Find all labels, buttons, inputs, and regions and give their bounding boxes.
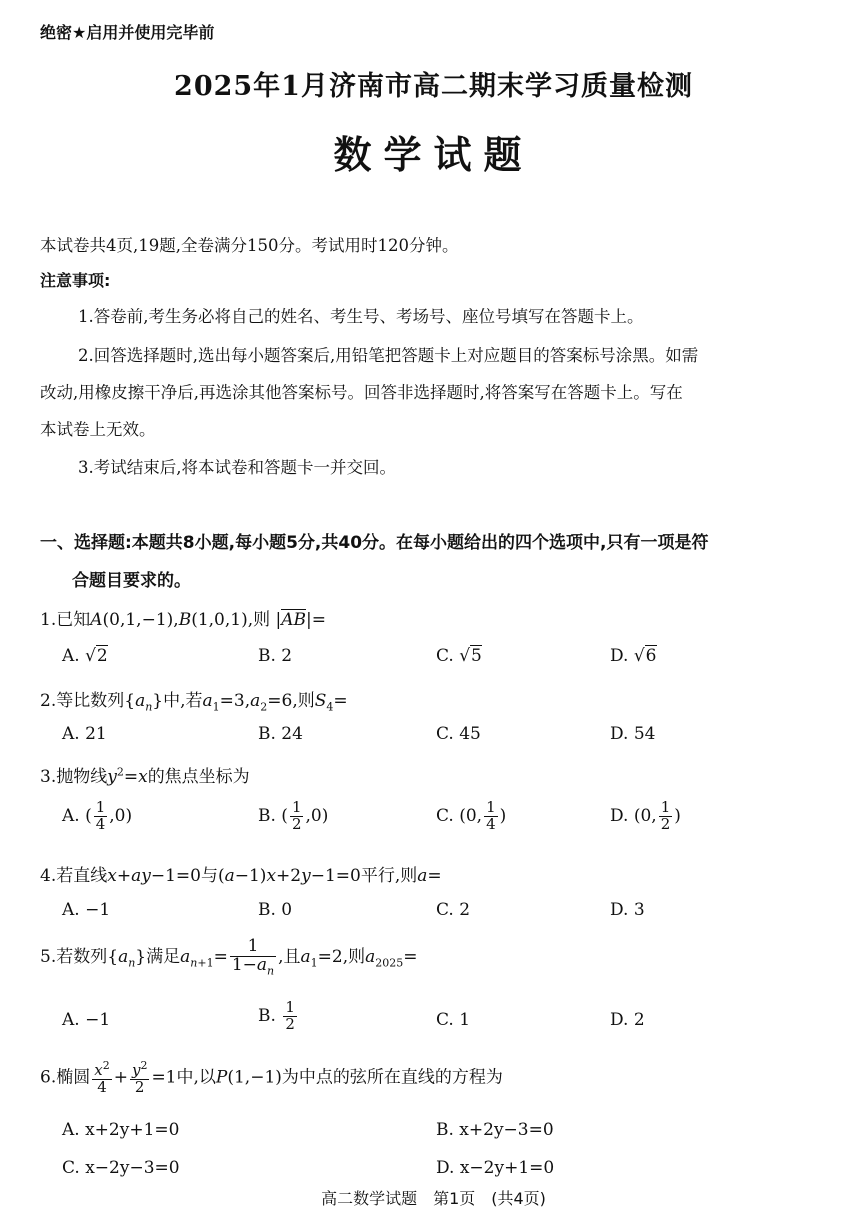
q3-option-c: C. (0, $\frac{1}{4}$ ) xyxy=(436,798,507,833)
page-footer: 高二数学试题 第1页 (共4页) xyxy=(321,1189,546,1208)
note-item-2-line-2: 改动,用橡皮擦干净后,再选涂其他答案标号。回答非选择题时,将答案写在答题卡上。写在 xyxy=(40,383,683,402)
notes-label: 注意事项: xyxy=(40,271,111,290)
question-3: 3.抛物线$y^2=x$的焦点坐标为 xyxy=(40,765,250,787)
q4-option-b: B. 0 xyxy=(258,900,293,920)
q2-option-c: C. 45 xyxy=(436,724,481,744)
question-5: 5.若数列$\{a_n\}$满足$a_{n+1}=$ $\frac{1}{1-a_n}$ ,且$a_1=2$,则$a_{2025}=$ xyxy=(40,936,418,978)
subject-title: 数学试题 xyxy=(333,132,534,177)
q6-option-d: D. x−2y+1=0 xyxy=(436,1158,555,1178)
q3-option-a: A. ( $\frac{1}{4}$ ,0) xyxy=(62,798,133,833)
q5-option-c: C. 1 xyxy=(436,1010,471,1030)
q6-option-a: A. x+2y+1=0 xyxy=(62,1120,180,1140)
q5-option-a: A. −1 xyxy=(62,1010,111,1030)
exam-title: 2025年1月济南市高二期末学习质量检测 xyxy=(174,71,693,102)
q4-option-d: D. 3 xyxy=(610,900,645,920)
q2-option-a: A. 21 xyxy=(62,724,107,744)
question-2: 2.等比数列$\{a_n\}$中,若$a_1=3,a_2=6$,则$S_4=$ xyxy=(40,691,348,714)
q1-option-b: B. 2 xyxy=(258,646,293,666)
q6-option-b: B. x+2y−3=0 xyxy=(436,1120,554,1140)
q4-option-a: A. −1 xyxy=(62,900,111,920)
question-6: 6.椭圆 $\frac{x^2}{4}$ + $\frac{y^2}{2}$ =1中,以P(1,−1)为中点的弦所在直线的方程为 xyxy=(40,1059,503,1096)
q2-option-b: B. 24 xyxy=(258,724,303,744)
q6-option-c: C. x−2y−3=0 xyxy=(62,1158,180,1178)
q1-option-d: D. √6 xyxy=(610,646,657,666)
confidential-label: 绝密★启用并使用完毕前 xyxy=(40,23,215,42)
q5-option-d: D. 2 xyxy=(610,1010,645,1030)
section-1-heading-line-2: 合题目要求的。 xyxy=(72,571,191,591)
note-item-2-line-3: 本试卷上无效。 xyxy=(40,420,156,439)
q4-option-c: C. 2 xyxy=(436,900,471,920)
note-item-1: 1.答卷前,考生务必将自己的姓名、考生号、考场号、座位号填写在答题卡上。 xyxy=(78,307,644,326)
q1-option-a: A. √2 xyxy=(62,646,108,666)
section-1-heading-line-1: 一、选择题:本题共8小题,每小题5分,共40分。在每小题给出的四个选项中,只有一项是符 xyxy=(40,533,709,553)
exam-intro: 本试卷共4页,19题,全卷满分150分。考试用时120分钟。 xyxy=(40,236,459,255)
q3-option-b: B. ( $\frac{1}{2}$ ,0) xyxy=(258,798,329,833)
q2-option-d: D. 54 xyxy=(610,724,656,744)
note-item-2-line-1: 2.回答选择题时,选出每小题答案后,用铅笔把答题卡上对应题目的答案标号涂黑。如需 xyxy=(78,346,699,365)
q5-option-b: B. $\frac{1}{2}$ xyxy=(258,998,295,1033)
question-4: 4.若直线x+ay−1=0与(a−1)x+2y−1=0平行,则a= xyxy=(40,866,442,886)
q1-option-c: C. √5 xyxy=(436,646,482,666)
q3-option-d: D. (0, $\frac{1}{2}$ ) xyxy=(610,798,681,833)
question-1: 1.已知A(0,1,−1),B(1,0,1),则 |AB|= xyxy=(40,610,327,630)
note-item-3: 3.考试结束后,将本试卷和答题卡一并交回。 xyxy=(78,458,396,477)
